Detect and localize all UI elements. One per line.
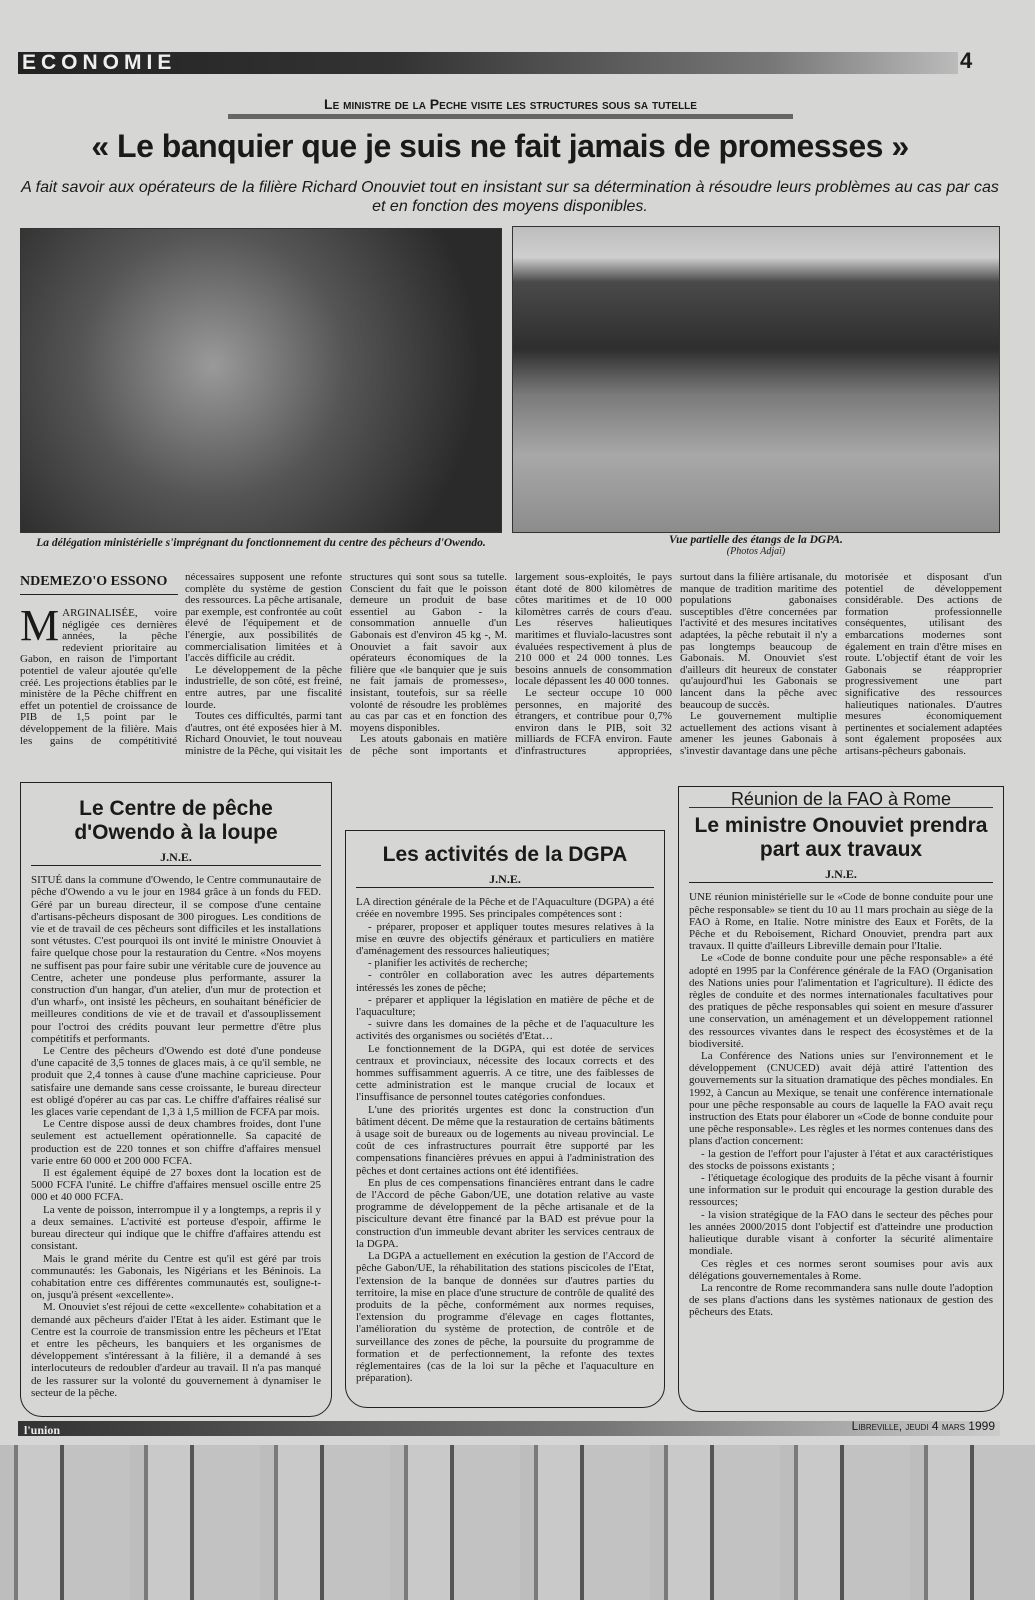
article-paragraph: Le développement de la pêche industrielle, de son côté, est freiné, entre autres, par une fiscalité lourde. bbox=[185, 663, 342, 711]
article-paragraph: Le secteur occupe 10 000 personnes, en majorité des étrangers, et contribue pour 0,7% environ dans le PIB, soit 32 milliards de FCFA environ. Faute d'infrastructures appropriées, surtout dans la filière artisanale, du manque de tradition maritime des populations gabonaises susceptibles d'être concernées par l'activité et des mesures incitatives adaptées, la pêche rebutait il n'y a pas longtemps beaucoup de Gabonais. M. Onouviet s'est d'ailleurs dit heureux de constater qu'aujourd'hui les Gabonais se lancent dans la pêche avec beaucoup de succès. bbox=[515, 571, 837, 757]
box-paragraph: Mais le grand mérite du Centre est qu'il est géré par trois communautés: les Gabonais, les Nigérians et les Béninois. La cohabitation entre ces différentes communautés est, souligne-t-on, jusqu'à présent «excellente». bbox=[31, 1252, 321, 1302]
photo-delegation bbox=[20, 228, 502, 533]
article-body bbox=[20, 572, 1002, 762]
article-deck: A fait savoir aux opérateurs de la filière Richard Onouviet tout en insistant sur sa détermination à résoudre leurs problèmes au cas par cas et en fonction des moyens disponibles. bbox=[21, 179, 999, 215]
article-paragraph: Toutes ces difficultés, parmi tant d'autres, ont été exposées hier à M. Richard Onouviet, le tout nouveau ministre de la Pêche, qui visitait les structures qui sont sous sa tutelle. Conscient du fait que le poisson demeure un produit de base essentiel au Gabon - la consommation annuelle d'un Gabonais est d'environ 45 kg -, M. Onouviet a fait savoir aux opérateurs économiques de la filière que «le banquier que je suis ne fait jamais de promesses», insistant, toutefois, sur sa réelle volonté de résoudre les problèmes au cas par cas et en fonction des moyens disponibles. bbox=[185, 571, 507, 757]
article-paragraph: Les atouts gabonais en matière de pêche sont importants et largement sous-exploités, le pays étant doté de 800 kilomètres de côtes maritimes et de 10 000 kilomètres carrés de cours d'eau. Les réserves halieutiques maritimes et fluvialo-lacustres sont évaluées respectivement à plus de 210 000 et 24 000 tonnes. Les besoins annuels de consommation locale dépassent les 40 000 tonnes. bbox=[350, 571, 672, 757]
sidebar-fao bbox=[678, 786, 1004, 1412]
box-paragraph: - préparer et appliquer la législation en matière de pêche et de l'aquaculture; bbox=[356, 993, 654, 1019]
box-paragraph: La Conférence des Nations unies sur l'environnement et le développement (CNUCED) avait déjà attiré l'attention des gouvernements sur la situation dramatique des pêches mondiales. En 1992, à Cancun au Mexique, se tenait une conférence internationale pour une pêche responsable au cours de laquelle la FAO avait reçu instruction des Etats pour élaborer un «Code de bonne conduite pour une pêche responsable». Les règles et les normes contenues dans des plans d'action concernent: bbox=[689, 1050, 993, 1148]
box-paragraph: - contrôler en collaboration avec les autres départements intéressés les zones de pêche; bbox=[356, 969, 654, 994]
photo-credit: (Photos Adjaï) bbox=[726, 546, 786, 557]
box-kicker: Réunion de la FAO à Rome bbox=[689, 793, 993, 808]
newspaper-logo: l'union bbox=[24, 1423, 61, 1437]
article-paragraph: MARGINALISÉE, voire négligée ces dernières années, la pêche redevient prioritaire au Gabon, en raison de l'important potentiel de valeur ajoutée qu'elle créé. Les projections établies par le ministère de la Pêche chiffrent en effet un potentiel de croissance de PIB de 1,5 point par le développement de la filière. Mais les gains de compétitivité nécessaires supposent une refonte complète du système de gestion des ressources. La pêche artisanale, par exemple, est confrontée au coût élevé de l'équipement et de l'énergie, aux possibilités de commercialisation limitées et à l'accès difficile au crédit. bbox=[20, 571, 342, 747]
scan-margin bbox=[0, 1445, 1035, 1600]
box-paragraph: - la gestion de l'effort pour l'ajuster à l'état et aux caractéristiques des stocks de poissons existants ; bbox=[689, 1147, 993, 1172]
page-number: 4 bbox=[960, 48, 973, 73]
article-paragraph: Le gouvernement multiplie actuellement des actions visant à amener les jeunes Gabonais à s'investir davantage dans une pêche motorisée et disposant d'un potentiel de développement considérable. Des actions de formation professionnelle conséquentes, utilisant des embarcations modernes sont également en train d'être mises en route. L'objectif étant de voir les Gabonais se réapproprier progressivement une part significative des ressources halieutiques nationales. D'autres mesures économiquement pertinentes et socialement adaptées sont également proposées aux artisans-pêcheurs gabonais. bbox=[680, 571, 1002, 757]
box-signature: J.N.E. bbox=[31, 851, 321, 866]
box-paragraph: - l'étiquetage écologique des produits de la pêche visant à fournir une information sur le produit qui encourage la gestion durable des ressources; bbox=[689, 1172, 993, 1209]
box-title: Les activités de la DGPA bbox=[382, 843, 628, 866]
article-kicker: Le ministre de la Peche visite les structures sous sa tutelle bbox=[228, 96, 793, 119]
box-paragraph: La vente de poisson, interrompue il y a longtemps, a repris il y a deux semaines. L'activité est porteuse d'espoir, affirme le bureau directeur qui indique que le chiffre d'affaires attendu est consistant. bbox=[31, 1203, 321, 1253]
box-title: Le ministre Onouviet prendra part aux travaux bbox=[694, 814, 988, 862]
sidebar-dgpa bbox=[345, 830, 665, 1408]
box-paragraph: En plus de ces compensations financières entrant dans le cadre de l'Accord de pêche Gabon/UE, une dotation relative au vaste programme de développement de la pêche artisanale et de la pisciculture devant être financé par la BAD est prévue pour la construction d'un immeuble devant abriter les services centraux de la DGPA. bbox=[356, 1176, 654, 1250]
box-paragraph: LA direction générale de la Pêche et de l'Aquaculture (DGPA) a été créée en novembre 1995. Ses principales compétences sont : bbox=[356, 896, 654, 921]
box-paragraph: La rencontre de Rome recommandera sans nulle doute l'adoption de ses plans d'actions dans les systèmes nationaux de gestion des pêcheurs des Etats. bbox=[689, 1281, 993, 1319]
box-paragraph: Le Centre des pêcheurs d'Owendo est doté d'une pondeuse d'une capacité de 3,5 tonnes de glaces mais, à ce qu'il semble, ne produit que 2,4 tonnes à cause d'une machine capricieuse. Pour satisfaire une demande sans cesse croissante, le bureau directeur est obligé d'opérer au cas par cas. Le chiffre d'affaires réalisé sur les glaces varie cependant de 1,3 à 1,5 million de FCFA par mois. bbox=[31, 1045, 321, 1119]
section-banner bbox=[18, 52, 958, 74]
dateline: Libreville, jeudi 4 mars 1999 bbox=[851, 1419, 995, 1433]
box-signature: J.N.E. bbox=[356, 873, 654, 888]
box-paragraph: - suivre dans les domaines de la pêche et de l'aquaculture les activités des organismes ou sociétés d'Etat… bbox=[356, 1018, 654, 1043]
photo-left-caption: La délégation ministérielle s'imprégnant du fonctionnement du centre des pêcheurs d'Owendo. bbox=[36, 537, 486, 549]
box-paragraph: Le fonctionnement de la DGPA, qui est dotée de services centraux et provinciaux, nécessite des locaux corrects et des hommes suffisamment aguerris. A ce titre, une des faiblesses de cette administration est le manque crucial de locaux et l'insuffisance de personnel toutes catégories confondues. bbox=[356, 1042, 654, 1104]
sidebar-owendo bbox=[20, 782, 332, 1417]
article-headline: « Le banquier que je suis ne fait jamais de promesses » bbox=[91, 128, 909, 164]
box-paragraph: M. Onouviet s'est réjoui de cette «excellente» cohabitation et a demandé aux pêcheurs d'aider l'Etat à les aider. Estimant que le Centre est la courroie de transmission entre les pêcheurs et l'Etat et entre les pêcheurs, les banquiers et les organismes de développement s'intéressant à la filière, il a demandé à ses interlocuteurs de redoubler d'ardeur au travail. Il n'a pas manqué de les rassurer sur la volonté du gouvernement à dynamiser le secteur de la pêche. bbox=[31, 1301, 321, 1399]
drop-cap: M bbox=[20, 601, 60, 650]
box-paragraph: UNE réunion ministérielle sur le «Code de bonne conduite pour une pêche responsable» se tient du 10 au 11 mars prochain au siège de la FAO à Rome, en Italie. Notre ministre des Eaux et Forêts, de la Pêche et du Reboisement, Richard Onouviet, prendra part aux travaux. Il quitte d'ailleurs Libreville demain pour l'Italie. bbox=[689, 891, 993, 953]
box-paragraph: - planifier les activités de recherche; bbox=[368, 957, 528, 970]
photo-right-caption: Vue partielle des étangs de la DGPA. bbox=[669, 534, 843, 546]
box-title: Le Centre de pêche d'Owendo à la loupe bbox=[74, 797, 278, 844]
box-paragraph: - préparer, proposer et appliquer toutes mesures relatives à la mise en œuvre des objectifs généraux et particuliers en matière d'aménagement des ressources halieutiques; bbox=[356, 920, 654, 958]
box-paragraph: SITUÉ dans la commune d'Owendo, le Centre communautaire de pêche d'Owendo a vu le jour en 1984 grâce à un fonds du FED. Géré par un bureau directeur, il se compose d'une centaine d'artisans-pêcheurs disposant de 300 pirogues. Les conditions de vie et de travail de ces pêcheurs sont difficiles et les installations sont vétustes. C'est pourquoi ils ont invité le ministre Onouviet à faire quelque chose pour la restauration du Centre. «Nos moyens ne suffisent pas pour faire subir une véritable cure de jouvence au Centre, acheter une pondeuse plus performante, assurer la construction d'un hangar, d'un atelier, d'un mur de protection et d'un wharf», ont insisté les pêcheurs, en souhaitant bénéficier de meilleures conditions de vie et de travail et d'assouplissement pour l'octroi des crédits pouvant leur permettre d'être plus compétitifs et performants. bbox=[31, 874, 321, 1045]
photo-ponds bbox=[512, 226, 1000, 533]
box-paragraph: Le Centre dispose aussi de deux chambres froides, dont l'une seulement est actuellement opérationnelle. Sa capacité de production est de 220 tonnes et son chiffre d'affaires mensuel varie entre 60 000 et 200 000 FCFA. bbox=[31, 1118, 321, 1167]
box-paragraph: Le «Code de bonne conduite pour une pêche responsable» a été adopté en 1995 par la Conférence générale de la FAO (Organisation des Nations unies pour l'alimentation et l'agriculture). Il édicte des règles de conduite et des normes internationales facultatives pour des pratiques de pêche responsables qui soient en mesure d'assurer une conservation, un aménagement et un développement rationnel des ressources vivantes dans le respect des écosystèmes et de la biodiversité. bbox=[689, 952, 993, 1050]
box-signature: J.N.E. bbox=[689, 868, 993, 883]
box-paragraph: Il est également équipé de 27 boxes dont la location est de 5000 FCFA l'unité. Le chiffre d'affaires mensuel oscille entre 25 000 et 40 000 FCFA. bbox=[31, 1167, 321, 1204]
byline: NDEMEZO'O ESSONO bbox=[20, 574, 178, 595]
box-paragraph: Ces règles et ces normes seront soumises pour avis aux délégations gouvernementales à Rome. bbox=[689, 1257, 993, 1282]
box-paragraph: - la vision stratégique de la FAO dans le secteur des pêches pour les années 2000/2015 dont l'objectif est d'atteindre une production halieutique durable visant à conforter la sécurité alimentaire mondiale. bbox=[689, 1208, 993, 1258]
photo-right-caption-block bbox=[512, 534, 1000, 558]
section-title: ECONOMIE bbox=[22, 51, 177, 74]
box-paragraph: L'une des priorités urgentes est donc la construction d'un bâtiment décent. De même que la restauration de certains bâtiments à usage soit de bureaux ou de logements au niveau provincial. Le coût de ces infrastructures pourrait être supporté par les compensations financières prévues en appui à l'administration des pêches et dont certaines actions ont été identifiées. bbox=[356, 1103, 654, 1177]
box-paragraph: La DGPA a actuellement en exécution la gestion de l'Accord de pêche Gabon/UE, la réhabilitation des stations piscicoles de l'Etat, l'extension de la banque de données sur d'autres parties du territoire, la mise en place d'une structure de contrôle de qualité des produits de la pêche, conformément aux normes requises, l'extension du programme d'élevage en cages flottantes, l'amélioration du système de protection, de contrôle et de surveillance des zones de pêche, la poursuite du programme de formation et de perfectionnement, la refonte des textes réglementaires (cas de la loi sur la pêche et l'aquaculture en préparation). bbox=[356, 1250, 654, 1385]
